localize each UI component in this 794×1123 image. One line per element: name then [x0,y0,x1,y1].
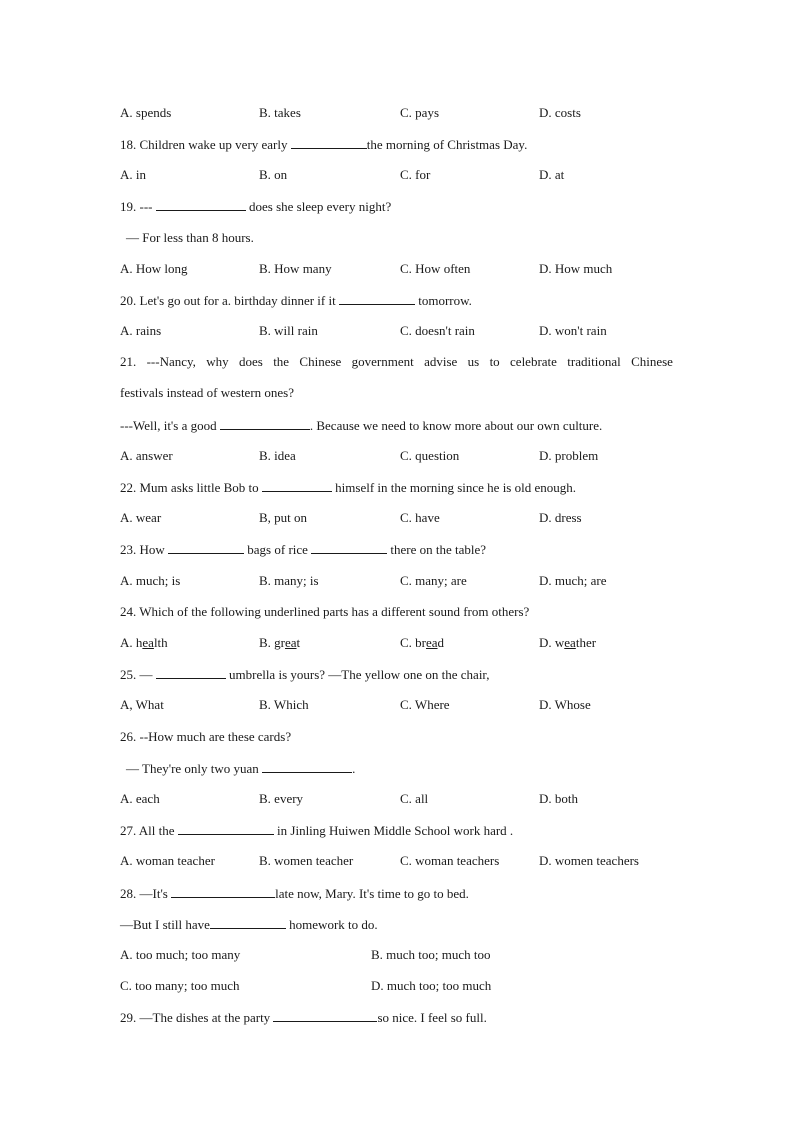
q20-blank [339,292,415,305]
q27-text-pre: 27. All the [120,823,175,838]
q25-option-a: A, What [120,697,164,712]
q19-option-c: C. How often [400,261,471,276]
q19-option-b: B. How many [259,261,332,276]
q22-option-d: D. dress [539,510,582,525]
q26-option-c: C. all [400,791,429,806]
q24-option-d: D. weather [539,635,597,650]
q23-option-b: B. many; is [259,573,319,588]
q28-option-d: D. much too; too much [371,978,492,993]
q28-reply [120,916,378,933]
q21-word: us [467,354,480,369]
q28-option-c: C. too many; too much [120,978,240,993]
q21-reply-pre: ---Well, it's a good [120,418,217,433]
q18-option-a: A. in [120,167,146,182]
q21-word: Chinese [631,354,673,369]
q27-option-b: B. women teacher [259,853,354,868]
q21-word: does [239,354,263,369]
q18-question [120,136,527,153]
q22-option-c: C. have [400,510,440,525]
underlined-letters: ea [142,635,154,650]
underlined-letters: ea [564,635,576,650]
q23-blank-2 [311,541,387,554]
q23-option-d: D. much; are [539,573,607,588]
q21-word: 21. [120,354,137,369]
q20-question [120,292,472,309]
q27-option-d: D. women teachers [539,853,639,868]
q19-reply: — For less than 8 hours. [126,230,254,245]
q28-option-a: A. too much; too many [120,947,241,962]
underlined-letters: ea [285,635,297,650]
q28-blank-2 [210,916,286,929]
q20-option-a: A. rains [120,323,162,338]
q17-option-d: D. costs [539,105,581,120]
q23-text-post: there on the table? [390,542,487,557]
q24-option-a: A. health [120,635,168,650]
q17-option-c: C. pays [400,105,439,120]
q26-question: 26. --How much are these cards? [120,729,292,744]
q20-option-b: B. will rain [259,323,318,338]
q24-question: 24. Which of the following underlined parts has a different sound from others? [120,604,530,619]
q25-text-post: umbrella is yours? —The yellow one on the chair, [229,667,490,682]
q28-text-pre: 28. —It's [120,886,168,901]
q23-option-c: C. many; are [400,573,467,588]
q26-option-a: A. each [120,791,160,806]
q17-option-b: B. takes [259,105,301,120]
q29-blank [273,1009,377,1022]
q26-reply-pre: — They're only two yuan [126,761,259,776]
q21-word: ---Nancy, [146,354,196,369]
q21-reply [120,417,602,434]
q19-option-d: D. How much [539,261,613,276]
q21-reply-post: . Because we need to know more about our own culture. [309,418,603,433]
q25-blank [156,666,226,679]
q28-text-post: late now, Mary. It's time to go to bed. [275,886,469,901]
q18-option-b: B. on [259,167,288,182]
q24-option-b: B. great [259,635,301,650]
q23-text-mid: bags of rice [247,542,308,557]
q21-option-a: A. answer [120,448,173,463]
q19-question [120,198,391,215]
q19-blank [156,198,246,211]
q18-option-c: C. for [400,167,431,182]
q20-text-post: tomorrow. [418,293,472,308]
q25-option-b: B. Which [259,697,309,712]
q21-word: why [206,354,229,369]
q26-option-d: D. both [539,791,578,806]
q19-option-a: A. How long [120,261,188,276]
q21-question-line2: festivals instead of western ones? [120,385,295,400]
q18-option-d: D. at [539,167,565,182]
q26-option-b: B. every [259,791,304,806]
q17-option-a: A. spends [120,105,172,120]
q27-question [120,822,513,839]
q21-option-d: D. problem [539,448,599,463]
underlined-letters: ea [426,635,438,650]
q27-option-a: A. woman teacher [120,853,215,868]
q27-option-c: C. woman teachers [400,853,500,868]
q25-option-d: D. Whose [539,697,591,712]
q21-word: Chinese [299,354,342,369]
q24-option-c: C. bread [400,635,445,650]
q26-blank [262,760,352,773]
q27-text-post: in Jinling Huiwen Middle School work hard . [277,823,514,838]
q26-reply-post: . [352,761,356,776]
q21-word: advise [424,354,458,369]
q29-text-pre: 29. —The dishes at the party [120,1010,271,1025]
q21-option-c: C. question [400,448,460,463]
q21-word: traditional [567,354,621,369]
q23-question [120,541,486,558]
q23-option-a: A. much; is [120,573,181,588]
q29-question [120,1009,487,1026]
q22-option-a: A. wear [120,510,162,525]
q20-text-pre: 20. Let's go out for a. birthday dinner if it [120,293,336,308]
q29-text-post: so nice. I feel so full. [377,1010,487,1025]
q21-word: the [273,354,290,369]
q23-text-pre: 23. How [120,542,165,557]
q21-word: to [489,354,500,369]
q28-reply-post: homework to do. [289,917,378,932]
q21-word: celebrate [510,354,557,369]
q21-question-line1 [120,354,673,370]
q18-text-post: the morning of Christmas Day. [366,137,528,152]
q28-question [120,885,469,902]
q28-reply-pre: —But I still have [120,917,210,932]
q27-blank [178,822,274,835]
q20-option-c: C. doesn't rain [400,323,475,338]
q28-blank-1 [171,885,275,898]
q22-option-b: B, put on [259,510,308,525]
q21-blank [220,417,310,430]
q20-option-d: D. won't rain [539,323,607,338]
q25-question [120,666,490,683]
q25-option-c: C. Where [400,697,450,712]
q22-text-pre: 22. Mum asks little Bob to [120,480,259,495]
q22-question [120,479,576,496]
q18-blank [291,136,367,149]
q25-text-pre: 25. — [120,667,153,682]
q28-option-b: B. much too; much too [371,947,491,962]
q22-blank [262,479,332,492]
q19-text-post: does she sleep every night? [249,199,392,214]
q21-word: government [351,354,414,369]
q21-option-b: B. idea [259,448,296,463]
q26-reply [126,760,355,777]
q23-blank-1 [168,541,244,554]
q22-text-post: himself in the morning since he is old enough. [335,480,576,495]
q18-text-pre: 18. Children wake up very early [120,137,288,152]
q19-text-pre: 19. --- [120,199,153,214]
